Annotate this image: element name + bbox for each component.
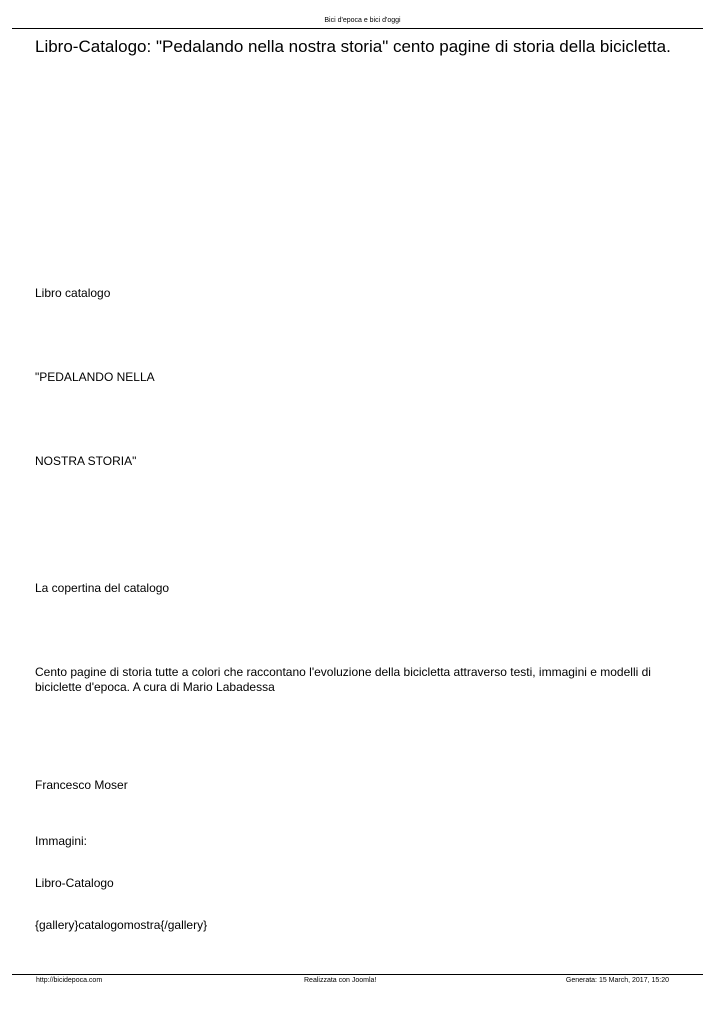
paragraph-images-label: Immagini: (35, 834, 88, 848)
paragraph-title-line-1: "PEDALANDO NELLA (35, 370, 155, 384)
header-divider (12, 28, 703, 29)
footer-divider (12, 974, 703, 975)
footer-generated-date: Generata: 15 March, 2017, 15:20 (565, 977, 669, 984)
paragraph-libro-catalogo: Libro catalogo (35, 286, 111, 300)
site-header: Bici d'epoca e bici d'oggi (324, 17, 401, 24)
paragraph-cover-caption: La copertina del catalogo (35, 581, 170, 595)
paragraph-title-line-2: NOSTRA STORIA" (35, 454, 137, 468)
article-title: Libro-Catalogo: "Pedalando nella nostra storia" cento pagine di storia della bicicletta. (35, 37, 671, 56)
footer-credit: Realizzata con Joomla! (304, 977, 377, 984)
paragraph-description: Cento pagine di storia tutte a colori che raccontano l'evoluzione della bicicletta attraverso testi, immagini e modelli di biciclette d'epoca. A cura di Mario Labadessa (35, 665, 651, 694)
paragraph-author: Francesco Moser (35, 778, 128, 792)
paragraph-gallery-title: Libro-Catalogo (35, 876, 114, 890)
footer-url: http://bicidepoca.com (36, 977, 103, 984)
paragraph-gallery-tag: {gallery}catalogomostra{/gallery} (35, 918, 208, 932)
